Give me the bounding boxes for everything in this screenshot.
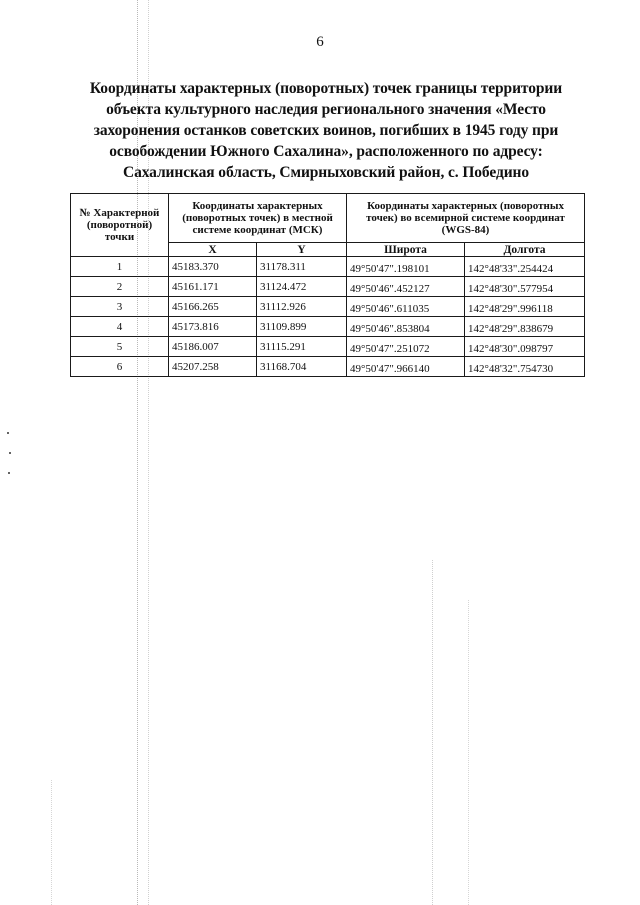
title-line: объекта культурного наследия регионального значения «Место: [106, 101, 546, 118]
scan-artifact-line: [468, 600, 469, 905]
coordinates-table: [70, 193, 585, 377]
header-wgs84-coordinates: Координаты характерных (поворотных точек) во всемирной системе координат (WGS-84): [347, 194, 585, 243]
table-row: [71, 317, 585, 337]
cell-x: [169, 297, 257, 317]
cell-longitude-value: 142°48'33".254424: [468, 263, 554, 275]
cell-x-value: 45207.258: [172, 360, 219, 373]
cell-x: [169, 337, 257, 357]
cell-y: [257, 277, 347, 297]
subheader-longitude: Долгота: [465, 243, 585, 257]
cell-longitude-value: 142°48'30".577954: [468, 283, 554, 295]
cell-latitude: [347, 277, 465, 297]
document-title: [78, 78, 574, 183]
page-number: 6: [316, 34, 324, 50]
cell-point-number: 5: [71, 337, 169, 357]
cell-y: [257, 297, 347, 317]
table-header-row: [71, 194, 585, 243]
cell-latitude-value: 49°50'47".966140: [350, 363, 430, 375]
title-line: Сахалинская область, Смирныховский район, с. Победино: [122, 164, 530, 181]
cell-longitude-value: 142°48'29".838679: [468, 323, 554, 335]
cell-latitude-value: 49°50'47".251072: [350, 343, 430, 355]
cell-y-value: 31124.472: [260, 280, 307, 293]
cell-point-number: 1: [71, 257, 169, 277]
table-row: [71, 297, 585, 317]
cell-longitude: [465, 277, 585, 297]
cell-latitude: [347, 297, 465, 317]
cell-x-value: 45183.370: [172, 260, 219, 273]
cell-y-value: 31178.311: [260, 260, 306, 273]
cell-y-value: 31168.704: [260, 360, 307, 373]
cell-y: [257, 317, 347, 337]
header-msk-coordinates: Координаты характерных (поворотных точек) в местной системе координат (МСК): [169, 194, 347, 243]
cell-y-value: 31109.899: [260, 320, 307, 333]
cell-latitude: [347, 257, 465, 277]
table-row: [71, 277, 585, 297]
cell-latitude-value: 49°50'47".198101: [350, 263, 430, 275]
subheader-x: X: [169, 243, 257, 257]
cell-longitude-value: 142°48'30".098797: [468, 343, 554, 355]
cell-longitude: [465, 357, 585, 377]
cell-longitude: [465, 337, 585, 357]
cell-point-number: 3: [71, 297, 169, 317]
cell-latitude: [347, 317, 465, 337]
cell-longitude: [465, 317, 585, 337]
cell-longitude: [465, 257, 585, 277]
cell-y: [257, 337, 347, 357]
cell-x: [169, 317, 257, 337]
cell-longitude-value: 142°48'32".754730: [468, 363, 554, 375]
header-point-number: № Характерной (поворотной) точки: [71, 194, 169, 257]
cell-latitude-value: 49°50'46".452127: [350, 283, 430, 295]
cell-point-number: 2: [71, 277, 169, 297]
cell-x: [169, 257, 257, 277]
cell-longitude-value: 142°48'29".996118: [468, 303, 553, 315]
cell-latitude-value: 49°50'46".611035: [350, 303, 430, 315]
title-line: освобождении Южного Сахалина», расположенного по адресу:: [109, 143, 543, 160]
cell-x: [169, 277, 257, 297]
cell-y-value: 31115.291: [260, 340, 306, 353]
cell-y: [257, 257, 347, 277]
title-line: захоронения останков советских воинов, погибших в 1945 году при: [93, 122, 559, 139]
scan-artifact-line: [51, 780, 52, 905]
table-row: [71, 257, 585, 277]
cell-x-value: 45173.816: [172, 320, 219, 333]
cell-y: [257, 357, 347, 377]
cell-y-value: 31112.926: [260, 300, 306, 313]
cell-point-number: 4: [71, 317, 169, 337]
cell-latitude: [347, 337, 465, 357]
scan-speck: [8, 472, 10, 474]
cell-latitude-value: 49°50'46".853804: [350, 323, 430, 335]
scan-artifact-line: [432, 560, 433, 905]
subheader-latitude: Широта: [347, 243, 465, 257]
cell-x-value: 45161.171: [172, 280, 219, 293]
cell-x: [169, 357, 257, 377]
cell-x-value: 45186.007: [172, 340, 219, 353]
table-row: [71, 357, 585, 377]
scan-speck: [7, 432, 9, 434]
subheader-y: Y: [257, 243, 347, 257]
scan-speck: [9, 452, 11, 454]
cell-latitude: [347, 357, 465, 377]
title-line: Координаты характерных (поворотных) точек границы территории: [89, 80, 563, 97]
cell-longitude: [465, 297, 585, 317]
table-row: [71, 337, 585, 357]
cell-point-number: 6: [71, 357, 169, 377]
cell-x-value: 45166.265: [172, 300, 219, 313]
